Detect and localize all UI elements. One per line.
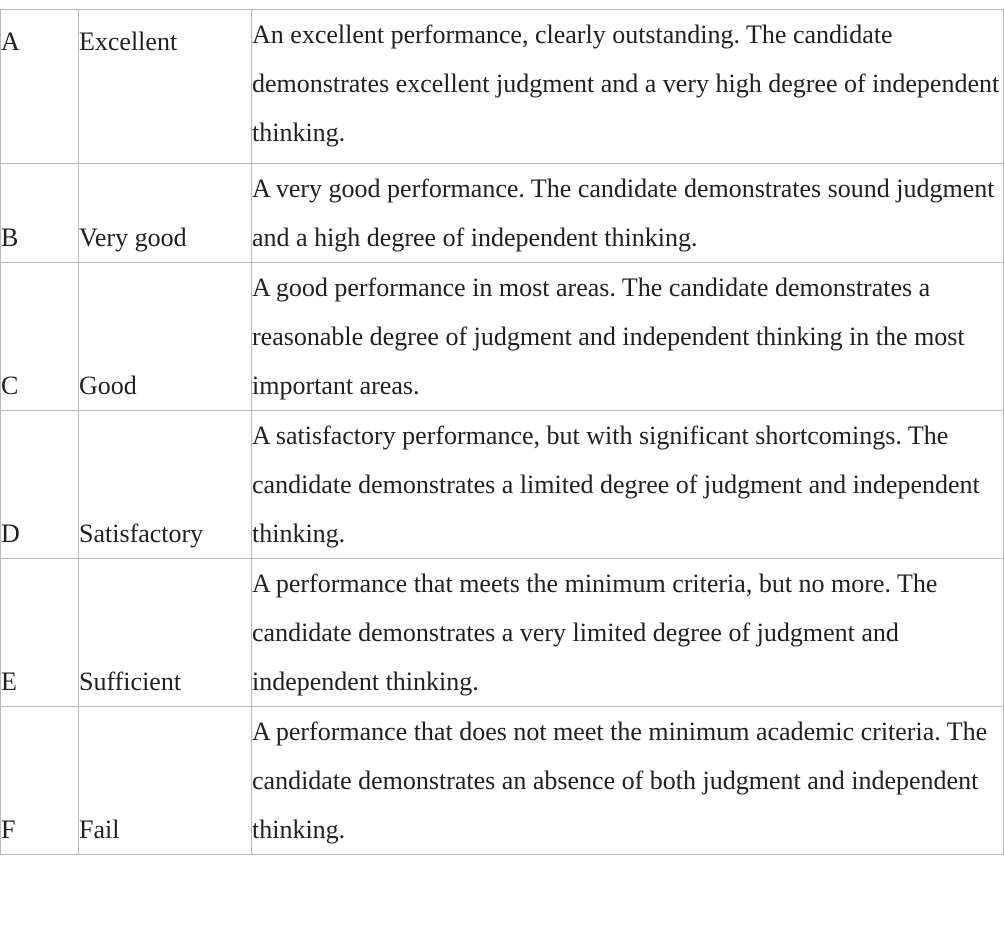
grade-label: Very good [79,164,252,263]
grade-label: Fail [79,707,252,855]
grade-description: A very good performance. The candidate demonstrates sound judgment and a high degree of independent thinking. [252,164,1004,263]
grade-letter: A [1,10,79,164]
table-row [1,707,1004,855]
grade-letter: E [1,559,79,707]
grade-label: Sufficient [79,559,252,707]
grade-letter: B [1,164,79,263]
grade-letter: C [1,263,79,411]
table-row [1,10,1004,164]
grade-label: Good [79,263,252,411]
grade-letter: D [1,411,79,559]
table-row [1,263,1004,411]
grade-description: An excellent performance, clearly outstanding. The candidate demonstrates excellent judgment and a very high degree of independent thinking. [252,10,1004,164]
grade-label: Excellent [79,10,252,164]
grade-description: A satisfactory performance, but with significant shortcomings. The candidate demonstrates a limited degree of judgment and independent thinking. [252,411,1004,559]
grade-letter: F [1,707,79,855]
grading-scale-table [0,9,1004,855]
table-row [1,411,1004,559]
table-row [1,164,1004,263]
table-row [1,559,1004,707]
grade-description: A performance that meets the minimum criteria, but no more. The candidate demonstrates a very limited degree of judgment and independent thinking. [252,559,1004,707]
grade-description: A performance that does not meet the minimum academic criteria. The candidate demonstrates an absence of both judgment and independent thinking. [252,707,1004,855]
grade-description: A good performance in most areas. The candidate demonstrates a reasonable degree of judgment and independent thinking in the most important areas. [252,263,1004,411]
grade-label: Satisfactory [79,411,252,559]
